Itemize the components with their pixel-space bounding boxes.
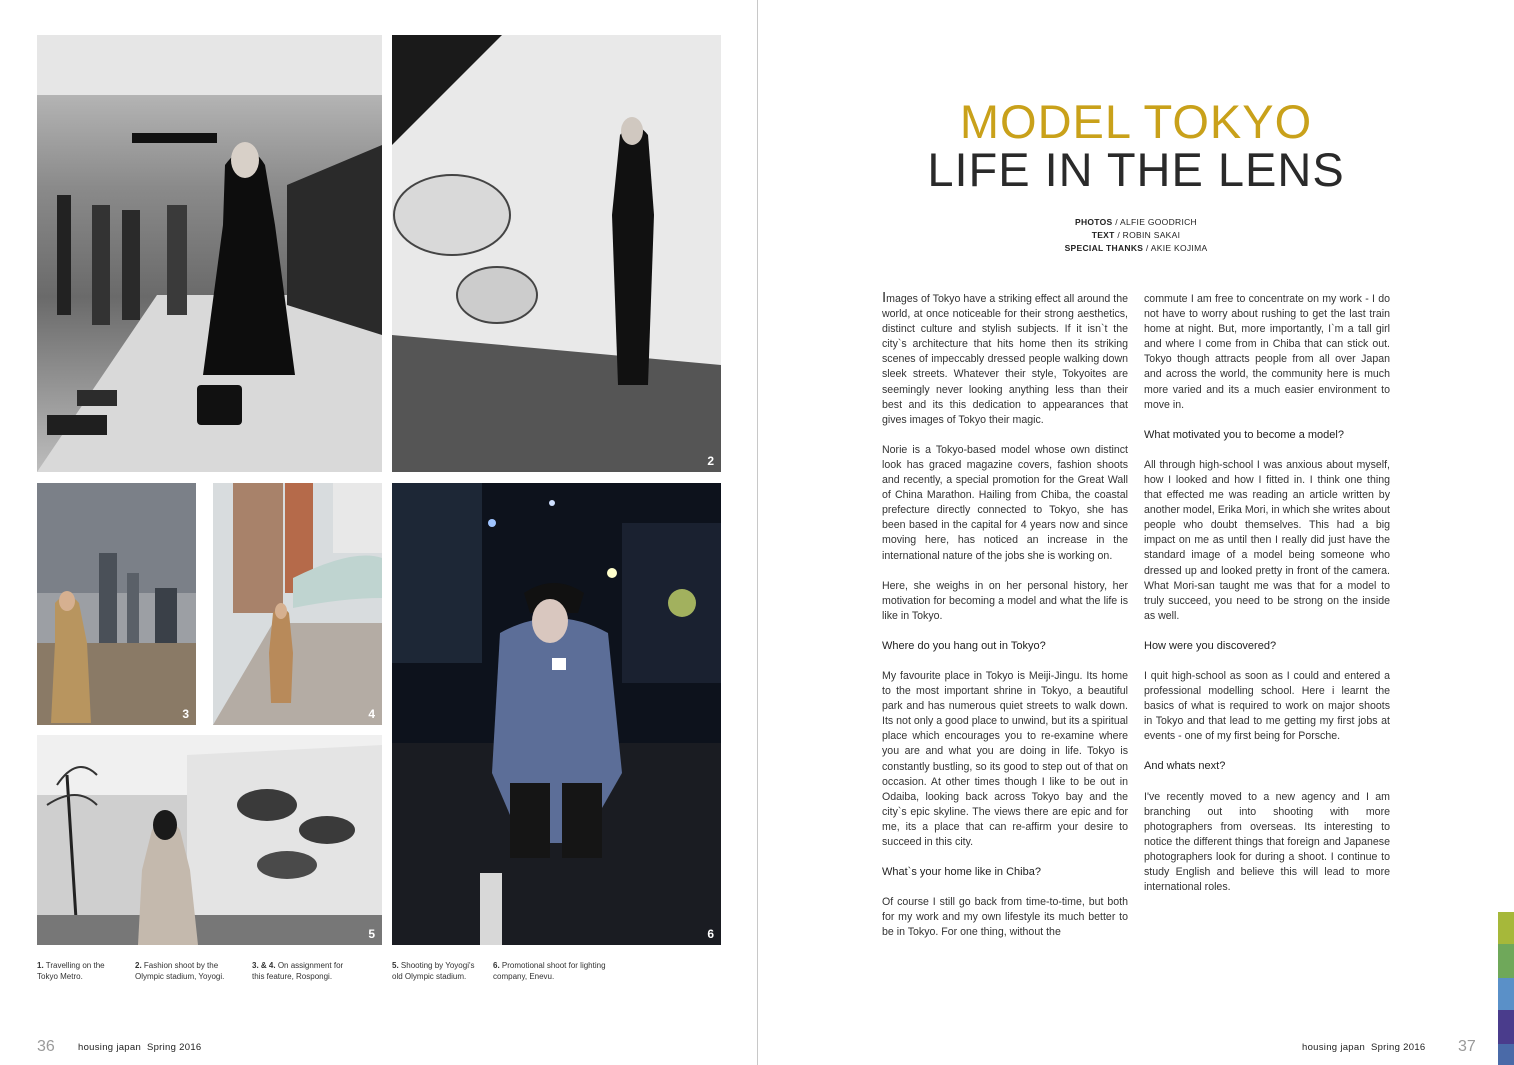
photo-plaza-image	[213, 483, 382, 725]
color-bar-1	[1498, 912, 1514, 944]
question-next: And whats next?	[1144, 760, 1226, 773]
paragraph-norie: Norie is a Tokyo-based model whose own distinct look has graced magazine covers, fashion shoots and recently, a special promotion for the Great Wall of China Marathon. Hailing from Chiba, the coastal prefecture directly connected to Tokyo, she has been based in the capital for 4 years now and since moving here, has noticed an increase in the international nature of the jobs she is working on.	[882, 443, 1128, 562]
photo-metro-platform	[37, 35, 382, 472]
caption-1-number: 1.	[37, 961, 44, 970]
credit-photos	[758, 217, 1514, 227]
credit-text-role: TEXT	[1091, 230, 1115, 240]
caption-5	[392, 960, 484, 982]
credit-thanks-name: / AKIE KOJIMA	[1145, 243, 1208, 253]
photo-number-2: 2	[707, 454, 714, 468]
photo-night-street	[392, 483, 721, 945]
publication-name-right: housing japan	[1302, 1042, 1366, 1053]
title-line-2: LIFE IN THE LENS	[927, 143, 1345, 196]
page-number-left: 36	[37, 1038, 55, 1055]
photo-stadium-fashion	[392, 35, 721, 472]
right-page	[758, 0, 1514, 1065]
caption-5-number: 5.	[392, 961, 399, 970]
photo-stadium-fashion-image	[392, 35, 721, 472]
photo-number-3: 3	[182, 707, 189, 721]
photo-night-street-image	[392, 483, 721, 945]
credit-text	[758, 230, 1514, 240]
question-home-chiba: What`s your home like in Chiba?	[882, 866, 1041, 879]
photo-skyline-image	[37, 483, 196, 725]
answer-hang-out: My favourite place in Tokyo is Meiji-Jingu. Its home to the most important shrine in Tokyo, a beautiful park and has numerous quiet streets to walk down. Its not only a good place to unwind, but its a spiritual place which encourages you to re-examine where you are and what you are doing in life. Tokyo is constantly bustling, so its good to step out of that on occasion. At other times though I like to be out in Odaiba, looking back across Tokyo bay and the city`s epic skyline. The views there are epic and for me, its a place that can re-affirm your desire to succeed in this city.	[882, 669, 1128, 848]
caption-2-number: 2.	[135, 961, 142, 970]
photo-concrete-building	[37, 735, 382, 945]
paragraph-weighs-in: Here, she weighs in on her personal history, her motivation for becoming a model and what the life is like in Tokyo.	[882, 579, 1128, 622]
photo-metro-platform-image	[37, 35, 382, 472]
answer-motivation: All through high-school I was anxious about myself, how I looked and how I fitted in. I think one thing that effected me was reading an article written by another model, Erika Mori, in which she writes about people who doubt themselves. This had a big impact on me as until then I really did just have the standard image of a model being someone who dressed up and looked pretty in front of the camera. What Mori-san taught me was that for a model to truly succeed, you need to be strong on the inside as well.	[1144, 458, 1390, 622]
photo-concrete-building-image	[37, 735, 382, 945]
caption-1-text: Travelling on the Tokyo Metro.	[37, 961, 105, 981]
photo-number-4: 4	[368, 707, 375, 721]
credit-photos-role: PHOTOS	[1074, 217, 1113, 227]
photo-number-5: 5	[368, 927, 375, 941]
issue-label: Spring 2016	[146, 1042, 202, 1053]
photo-skyline	[37, 483, 196, 725]
caption-3-text: On assignment for this feature, Rospongi.	[252, 961, 344, 981]
question-motivation: What motivated you to become a model?	[1144, 428, 1344, 441]
caption-6	[493, 960, 628, 982]
issue-label-right: Spring 2016	[1370, 1042, 1426, 1053]
photo-number-6: 6	[707, 927, 714, 941]
color-bar-4	[1498, 1010, 1514, 1044]
question-hang-out: Where do you hang out in Tokyo?	[882, 639, 1046, 652]
credit-text-name: / ROBIN SAKAI	[1117, 230, 1181, 240]
publication-name: housing japan	[78, 1042, 142, 1053]
drop-cap: I	[882, 289, 887, 306]
article-column-1	[882, 289, 1128, 955]
question-discovered: How were you discovered?	[1144, 639, 1277, 652]
credit-thanks-role: SPECIAL THANKS	[1064, 243, 1144, 253]
page-number-right: 37	[1458, 1038, 1476, 1055]
color-bar-3	[1498, 978, 1514, 1010]
intro-paragraph	[882, 289, 1128, 428]
article-column-2	[1144, 292, 1390, 910]
footer-publication-left	[78, 1042, 202, 1053]
caption-5-text: Shooting by Yoyogi's old Olympic stadium.	[392, 961, 475, 981]
caption-6-number: 6.	[493, 961, 500, 970]
caption-2-text: Fashion shoot by the Olympic stadium, Yoyogi.	[135, 961, 225, 981]
photo-plaza	[213, 483, 382, 725]
credit-special-thanks	[758, 243, 1514, 253]
paragraph-commute: commute I am free to concentrate on my work - I do not have to worry about rushing to get the last train home at night. But, more importantly, I`m a tall girl and where I come from in Chiba that can stick out. Tokyo though attracts people from all over Japan and across the world, the community here is much more varied and its a much easier environment to move in.	[1144, 293, 1390, 411]
intro-text: mages of Tokyo have a striking effect all around the world, at once noticeable for their strong aesthetics, distinct culture and stylish subjects. If it isn`t the city`s architecture that hits home then its striking scenes of impeccably dressed people walking down sleek streets. Whatever their style, Tokyoites are seemingly never looking anything less than their best and its this dedication to appearances that gives images of Tokyo their magic.	[882, 293, 1128, 426]
color-bar-5	[1498, 1044, 1514, 1065]
color-bar-2	[1498, 944, 1514, 978]
answer-home-chiba: Of course I still go back from time-to-time, but both for my work and my own lifestyle its much better to be in Tokyo. For one thing, without the	[882, 896, 1128, 939]
caption-6-text: Promotional shoot for lighting company, Enevu.	[493, 961, 606, 981]
caption-3-number: 3. & 4.	[252, 961, 276, 970]
footer-publication-right	[1302, 1042, 1426, 1053]
credit-photos-name: / ALFIE GOODRICH	[1115, 217, 1197, 227]
caption-3	[252, 960, 352, 982]
title-line-1: MODEL TOKYO	[959, 95, 1313, 148]
answer-discovered: I quit high-school as soon as I could and entered a professional modelling school. Here i learnt the basics of what is required to work on major shoots in Tokyo and that lead to me getting my first jobs at events - one of my first being for Porsche.	[1144, 669, 1390, 743]
caption-1	[37, 960, 125, 982]
caption-2	[135, 960, 235, 982]
answer-next: I've recently moved to a new agency and I am branching out into shooting with more photographers from overseas. Its interesting to notice the different things that foreign and Japanese photographers look for during a shoot. I continue to study English and believe this will lead to more international roles.	[1144, 790, 1390, 894]
